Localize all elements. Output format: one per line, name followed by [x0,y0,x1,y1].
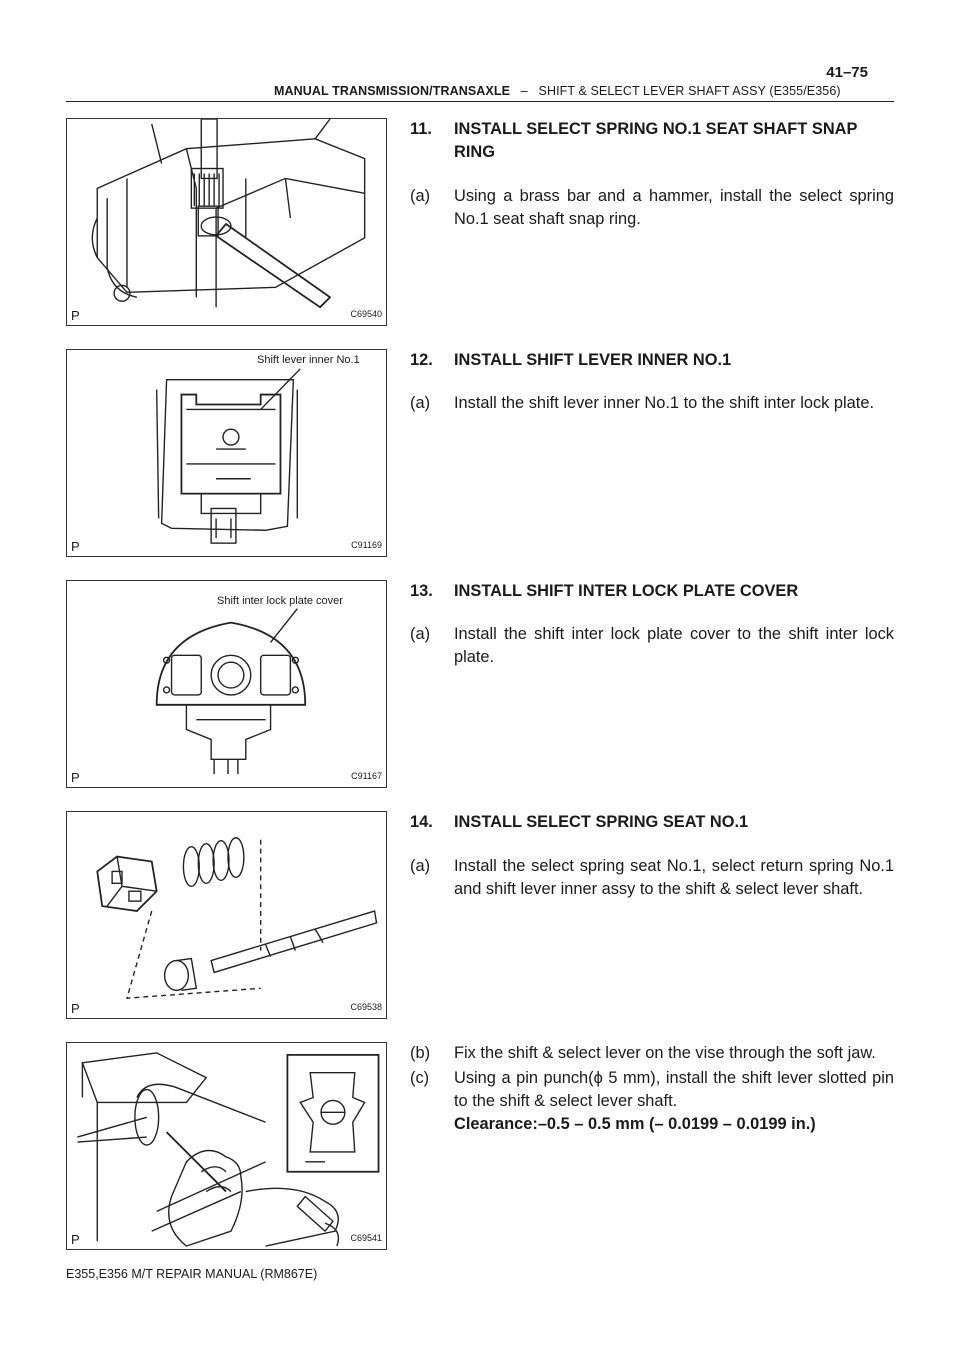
item-text-main: Using a pin punch(ϕ 5 mm), install the shift lever slotted pin to the shift & select lever shaft. [454,1069,894,1110]
step-12-item-a [410,392,894,415]
figure-corner-mark: P [71,308,80,323]
step-title: INSTALL SHIFT LEVER INNER NO.1 [454,351,732,369]
item-text: Install the shift inter lock plate cover to the shift inter lock plate. [454,625,894,666]
item-label: (a) [410,857,431,875]
figure-callout-label: Shift lever inner No.1 [257,354,360,366]
figure-code: C69538 [350,1002,382,1012]
figure-shift-lever-inner [66,349,387,557]
step-title: INSTALL SELECT SPRING NO.1 SEAT SHAFT SNAP RING [454,120,858,161]
item-text: Using a brass bar and a hammer, install the select spring No.1 seat shaft snap ring. [454,187,894,228]
figure-code: C69541 [350,1233,382,1243]
header-rule [66,101,894,102]
step-number: 13. [410,582,433,600]
item-text: Install the select spring seat No.1, select return spring No.1 and shift lever inner assy to the shift & select lever shaft. [454,857,894,898]
figure-code: C91169 [351,540,382,550]
step-title: INSTALL SELECT SPRING SEAT NO.1 [454,813,749,831]
header-subsection: SHIFT & SELECT LEVER SHAFT ASSY (E355/E356) [538,84,841,98]
figure-code: C91167 [351,771,382,781]
item-text: Fix the shift & select lever on the vise through the soft jaw. [454,1044,876,1062]
step-13-heading [410,580,894,603]
figure-corner-mark: P [71,1232,80,1247]
figure-inter-lock-plate-cover [66,580,387,788]
page-header [66,64,894,104]
figure-snap-ring-illustration [67,119,386,325]
item-text: Install the shift lever inner No.1 to the shift inter lock plate. [454,394,874,412]
step-13-item-a [410,623,894,669]
figure-code: C69540 [350,309,382,319]
item-text [454,1067,894,1136]
figure-pin-punch-install-illustration [67,1043,386,1249]
item-label: (b) [410,1044,431,1062]
step-11-heading [410,118,894,164]
step-14-item-b [410,1042,894,1065]
page-footer: E355,E356 M/T REPAIR MANUAL (RM867E) [66,1267,318,1281]
figure-corner-mark: P [71,539,80,554]
step-14-heading [410,811,894,834]
step-title: INSTALL SHIFT INTER LOCK PLATE COVER [454,582,799,600]
item-label: (c) [410,1069,430,1087]
figure-corner-mark: P [71,770,80,785]
step-14-item-a [410,855,894,901]
item-label: (a) [410,187,431,205]
step-number: 12. [410,351,433,369]
clearance-spec: Clearance:–0.5 – 0.5 mm (– 0.0199 – 0.0199 in.) [454,1115,816,1133]
figure-callout-label: Shift inter lock plate cover [217,595,343,607]
figure-pin-punch-install [66,1042,387,1250]
item-label: (a) [410,625,431,643]
step-14-item-c [410,1067,894,1136]
page-number: 41–75 [826,64,868,81]
item-label: (a) [410,394,431,412]
figure-spring-seat-exploded-illustration [67,812,386,1018]
step-12-heading [410,349,894,372]
figure-corner-mark: P [71,1001,80,1016]
header-separator: – [520,84,528,98]
figure-spring-seat-exploded [66,811,387,1019]
step-number: 14. [410,813,433,831]
figure-snap-ring [66,118,387,326]
header-title [274,84,841,98]
figure-shift-lever-inner-illustration [67,350,386,556]
step-11-item-a [410,185,894,231]
figure-inter-lock-plate-cover-illustration [67,581,386,787]
header-section: MANUAL TRANSMISSION/TRANSAXLE [274,84,511,98]
step-number: 11. [410,120,432,138]
